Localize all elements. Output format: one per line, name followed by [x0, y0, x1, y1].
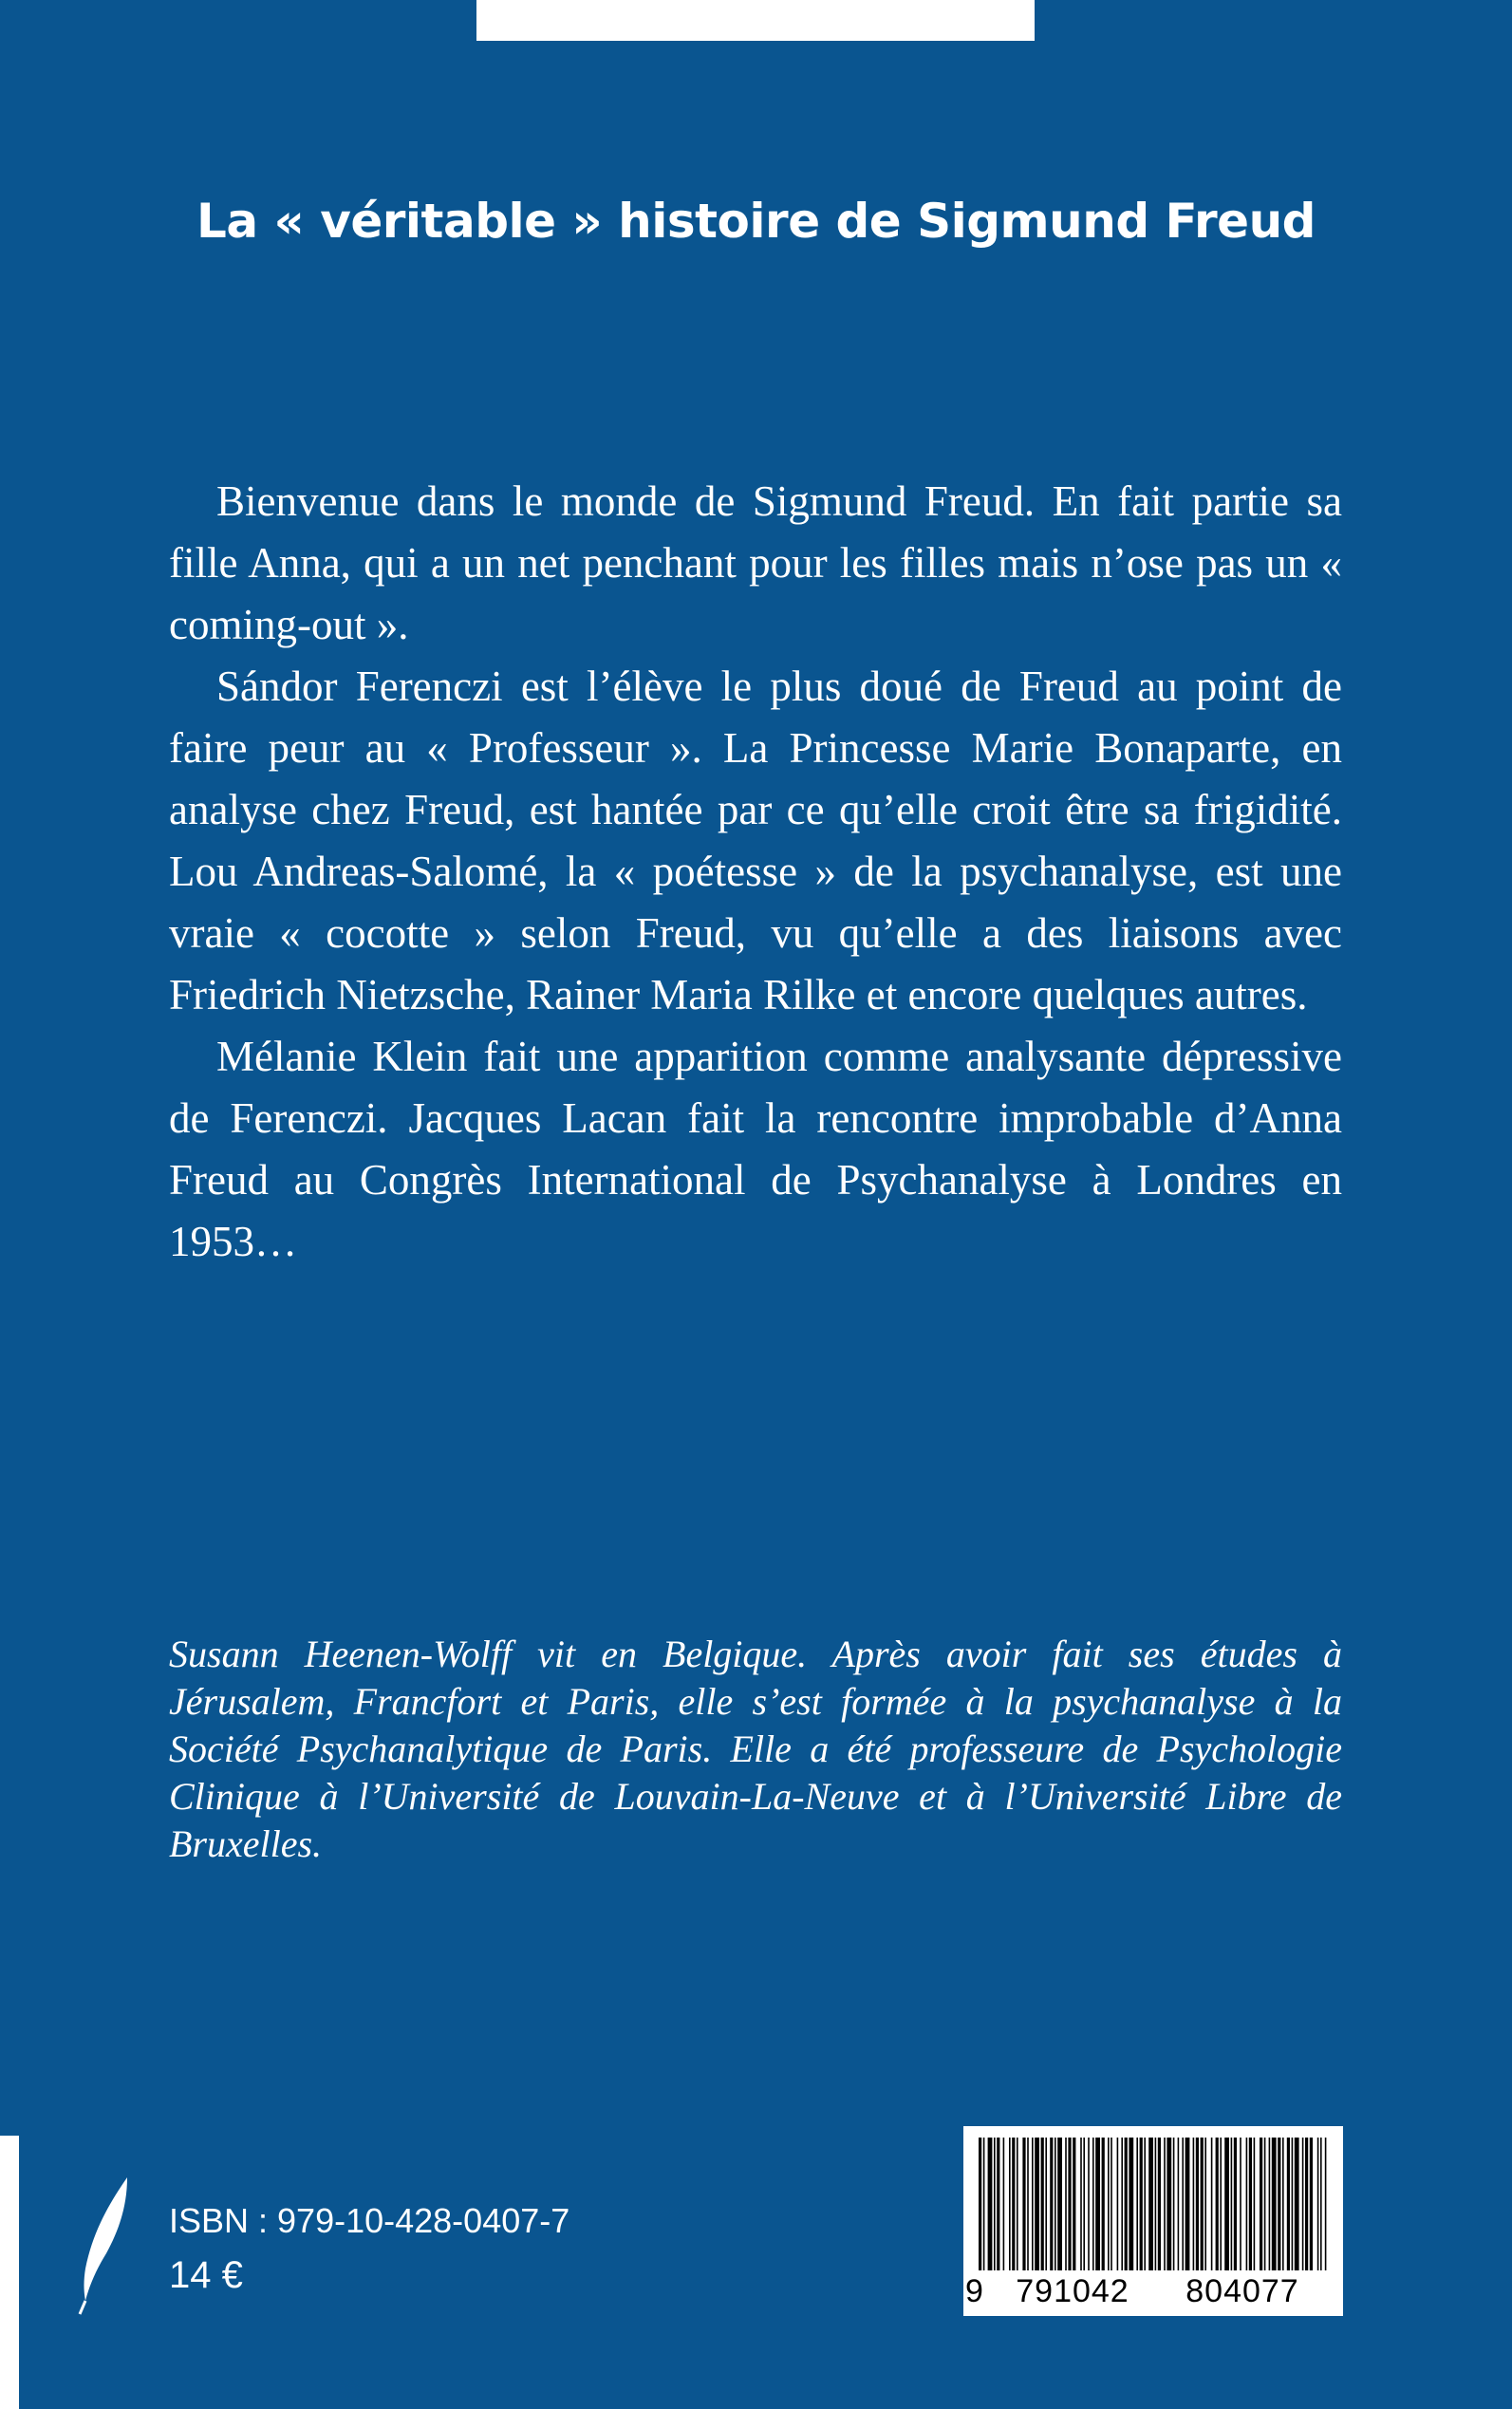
blurb-paragraph-1: Bienvenue dans le monde de Sigmund Freud. En fait partie sa fille Anna, qui a un net penchant pour les filles mais n’ose pas un « coming-out ».: [169, 477, 1342, 648]
barcode-bar: [1317, 2138, 1319, 2270]
barcode-bar: [1325, 2138, 1327, 2270]
barcode-bar: [994, 2138, 996, 2270]
barcode-bar: [1022, 2138, 1025, 2270]
barcode-bar: [1111, 2138, 1112, 2270]
barcode-bar: [1140, 2138, 1143, 2270]
barcode-bar: [1320, 2138, 1322, 2270]
barcode: [963, 2126, 1343, 2316]
barcode-bar: [1282, 2138, 1284, 2270]
barcode-bar: [1148, 2138, 1153, 2270]
barcode-bar: [1254, 2138, 1256, 2270]
barcode-bar: [1269, 2138, 1271, 2270]
barcode-bar: [1088, 2138, 1090, 2270]
barcode-bar: [1167, 2138, 1171, 2270]
barcode-digits: [963, 2270, 1343, 2312]
barcode-bar: [1295, 2138, 1299, 2270]
barcode-bar: [979, 2138, 981, 2270]
blurb-paragraph-2: Sándor Ferenczi est l’élève le plus doué de Freud au point de faire peur au « Professeur ». La Princesse Marie Bonaparte, en analyse chez Freud, est hantée par ce qu’elle croit être sa frigidité. Lou Andreas-Salomé, la « poétesse » de la psychanalyse, est une vraie « cocotte » selon Freud, vu qu’elle a des liaisons avec Friedrich Nietzsche, Rainer Maria Rilke et encore quelques autres.: [169, 663, 1342, 1018]
barcode-bar: [983, 2138, 985, 2270]
blurb-paragraph-3: Mélanie Klein fait une apparition comme analysante dépressive de Ferenczi. Jacques Lacan fait la rencontre improbable d’Anna Freud au Congrès International de Psychanalyse à Londres en 1953…: [169, 1033, 1342, 1265]
barcode-bar: [1182, 2138, 1184, 2270]
barcode-bar: [1050, 2138, 1053, 2270]
barcode-bar: [1041, 2138, 1044, 2270]
barcode-bar: [1173, 2138, 1175, 2270]
back-cover-blurb: [169, 471, 1342, 1273]
barcode-bar: [1178, 2138, 1180, 2270]
barcode-bar: [1155, 2138, 1157, 2270]
barcode-bar: [1287, 2138, 1290, 2270]
barcode-bar: [1144, 2138, 1146, 2270]
barcode-bar: [1035, 2138, 1039, 2270]
feather-icon: [72, 2174, 139, 2316]
barcode-digit-first: 9: [965, 2273, 983, 2309]
barcode-bar: [1224, 2138, 1229, 2270]
barcode-bar: [1272, 2138, 1277, 2270]
barcode-bars: [977, 2138, 1330, 2270]
barcode-bar: [1003, 2138, 1005, 2270]
barcode-bar: [1080, 2138, 1082, 2270]
price-label: 14 €: [169, 2254, 243, 2296]
barcode-bar: [1057, 2138, 1062, 2270]
barcode-bar: [1234, 2138, 1237, 2270]
barcode-bar: [1185, 2138, 1190, 2270]
barcode-bar: [1158, 2138, 1161, 2270]
barcode-bar: [1201, 2138, 1204, 2270]
barcode-bar: [1240, 2138, 1241, 2270]
barcode-bar: [1017, 2138, 1018, 2270]
barcode-bar: [1292, 2138, 1294, 2270]
barcode-bar: [1083, 2138, 1085, 2270]
barcode-bar: [1045, 2138, 1047, 2270]
isbn-number: ISBN : 979-10-428-0407-7: [169, 2201, 570, 2240]
barcode-bar: [1278, 2138, 1280, 2270]
barcode-bar: [1264, 2138, 1266, 2270]
book-title: La « véritable » histoire de Sigmund Freud: [196, 194, 1316, 249]
barcode-bar: [1073, 2138, 1075, 2270]
barcode-bar: [1102, 2138, 1105, 2270]
author-bio-text: Susann Heenen-Wolff vit en Belgique. Après avoir fait ses études à Jérusalem, Francfort et Paris, elle s’est formée à la psychanalyse à la Société Psychanalytique de Paris. Elle a été professeure de Psychologie Clinique à l’Université de Louvain-La-Neuve et à l’Université Libre de Bruxelles.: [169, 1633, 1342, 1865]
barcode-bar: [1220, 2138, 1222, 2270]
barcode-bar: [1246, 2138, 1248, 2270]
barcode-bar: [1129, 2138, 1133, 2270]
barcode-bar: [1068, 2138, 1071, 2270]
barcode-bar: [1193, 2138, 1195, 2270]
barcode-bar: [997, 2138, 999, 2270]
barcode-bar: [1310, 2138, 1313, 2270]
top-spine-tab: [476, 0, 1035, 41]
barcode-bar: [1204, 2138, 1206, 2270]
barcode-digits-right: 804077: [1185, 2273, 1299, 2309]
barcode-bar: [1121, 2138, 1123, 2270]
barcode-bar: [1092, 2138, 1094, 2270]
barcode-bar: [1125, 2138, 1128, 2270]
barcode-bar: [1196, 2138, 1199, 2270]
barcode-bar: [1095, 2138, 1100, 2270]
barcode-bar: [1032, 2138, 1034, 2270]
barcode-bar: [1055, 2138, 1056, 2270]
barcode-digits-left: 791042: [1016, 2273, 1129, 2309]
barcode-bar: [1027, 2138, 1029, 2270]
barcode-bar: [1216, 2138, 1219, 2270]
left-edge-strip: [0, 2136, 19, 2409]
author-bio: [169, 1631, 1342, 1868]
barcode-bar: [1012, 2138, 1015, 2270]
barcode-bar: [1065, 2138, 1067, 2270]
barcode-bar: [1211, 2138, 1213, 2270]
barcode-bar: [1164, 2138, 1166, 2270]
barcode-bar: [1302, 2138, 1304, 2270]
barcode-bar: [1260, 2138, 1262, 2270]
barcode-bar: [1305, 2138, 1308, 2270]
barcode-bar: [1117, 2138, 1119, 2270]
barcode-bar: [1108, 2138, 1110, 2270]
barcode-bar: [1009, 2138, 1011, 2270]
barcode-bar: [1231, 2138, 1233, 2270]
barcode-bar: [1249, 2138, 1252, 2270]
barcode-bar: [1136, 2138, 1138, 2270]
barcode-bar: [988, 2138, 993, 2270]
